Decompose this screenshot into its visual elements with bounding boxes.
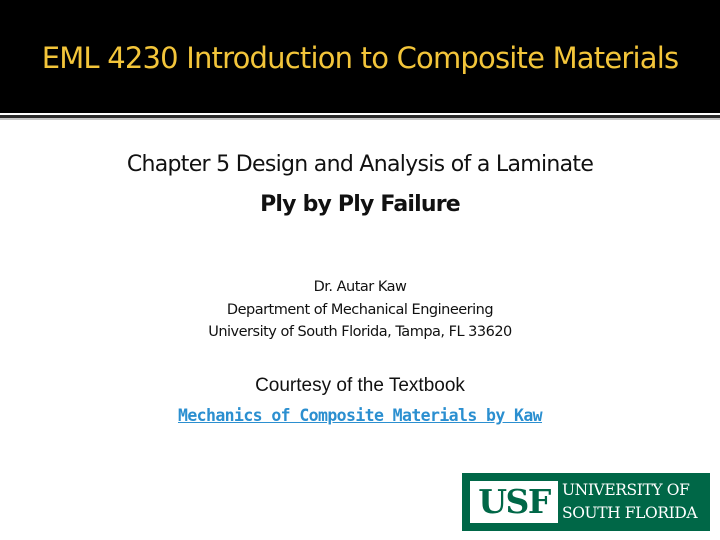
- chapter-heading: Chapter 5 Design and Analysis of a Laminate: [126, 152, 594, 177]
- usf-logo-line-2: SOUTH FLORIDA: [562, 504, 698, 522]
- topic-heading: Ply by Ply Failure: [260, 192, 460, 217]
- courtesy-text: Courtesy of the Textbook: [255, 375, 465, 396]
- textbook-link[interactable]: Mechanics of Composite Materials by Kaw: [177, 406, 543, 425]
- usf-logo-mark: USF: [470, 481, 558, 523]
- usf-logo-line-1: UNIVERSITY OF: [562, 481, 690, 499]
- author-name: Dr. Autar Kaw: [313, 279, 407, 295]
- usf-logo: [462, 473, 710, 531]
- title-divider-shadow: [0, 118, 720, 120]
- author-department: Department of Mechanical Engineering: [226, 302, 494, 318]
- slide-title: EML 4230 Introduction to Composite Materials: [41, 41, 679, 75]
- author-university: University of South Florida, Tampa, FL 33620: [208, 324, 512, 340]
- textbook-link-row: [0, 404, 720, 428]
